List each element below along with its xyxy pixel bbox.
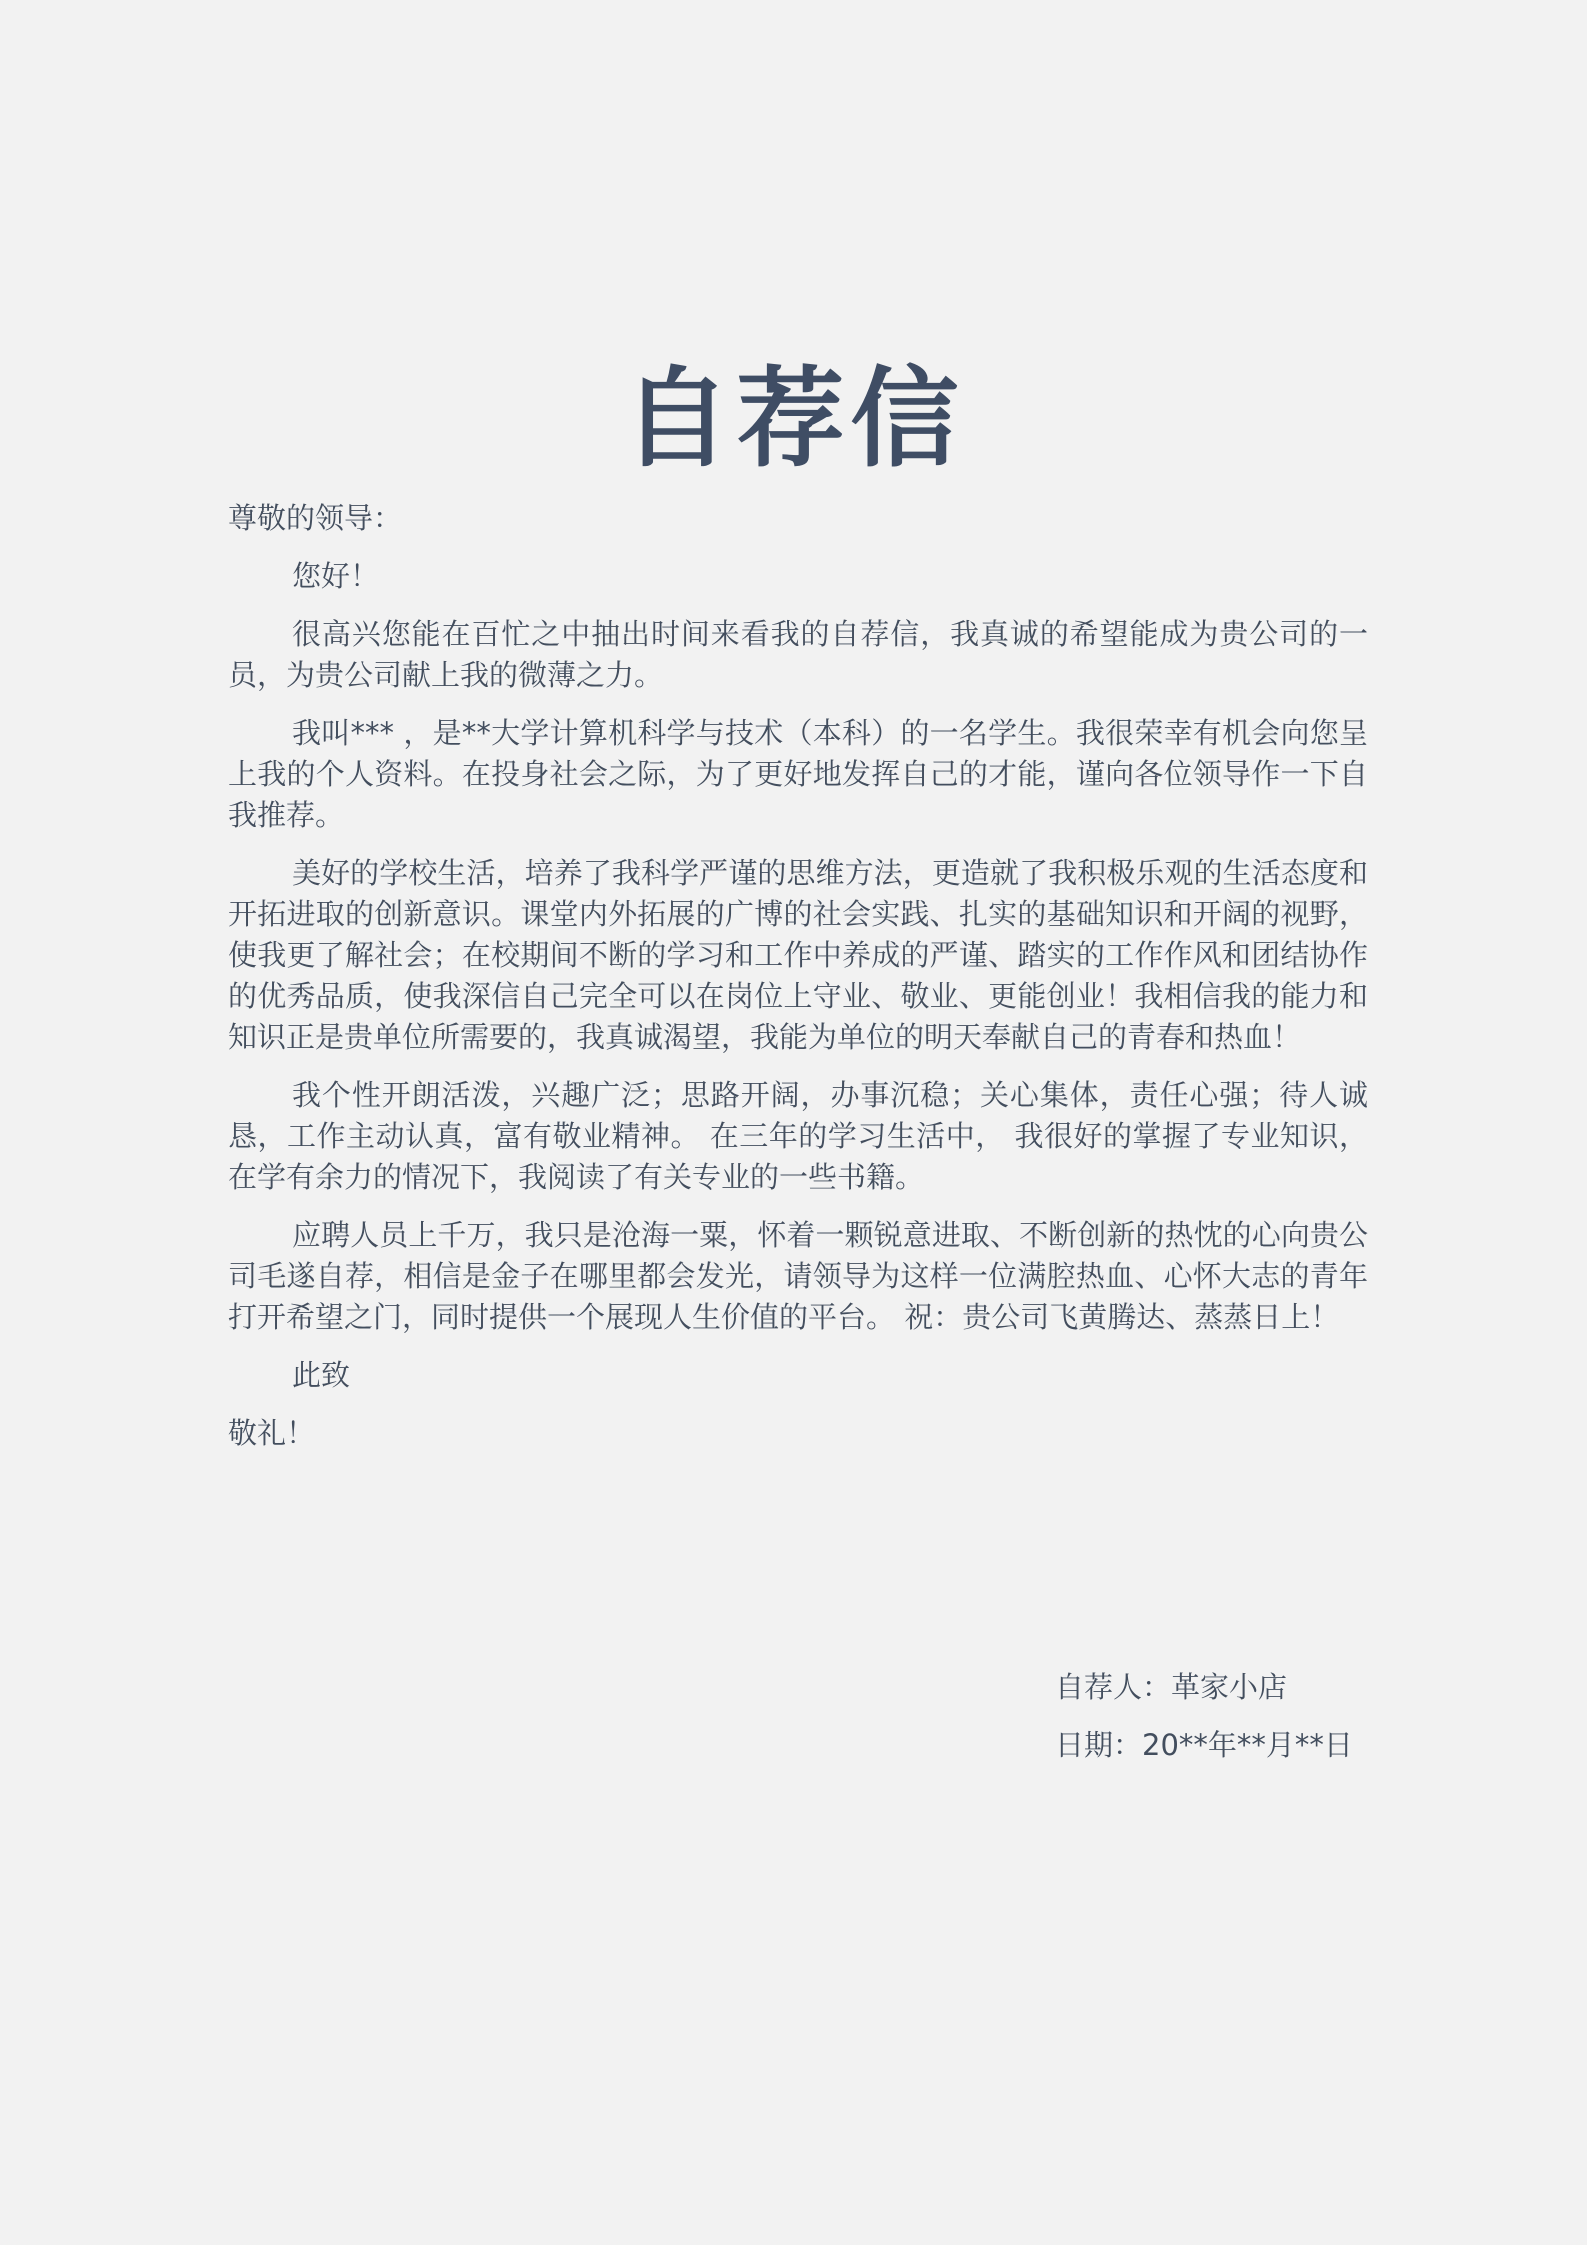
closing-jing-li: 敬礼！ <box>228 1416 316 1450</box>
paragraph-application: 应聘人员上千万，我只是沧海一粟，怀着一颗锐意进取、不断创新的热忱的心向贵公司毛遂自荐，相信是金子在哪里都会发光，请领导为这样一位满腔热血、心怀大志的青年打开希望之门，同时提供一个展现人生价值的平台。 祝：贵公司飞黄腾达、蒸蒸日上！ <box>228 1218 1368 1334</box>
signature-name: 自荐人：革家小店 <box>1055 1670 1288 1704</box>
signature-block <box>1055 1667 1353 1783</box>
page-title: 自荐信 <box>622 357 965 482</box>
letter-body <box>228 498 1368 1471</box>
paragraph-intro: 很高兴您能在百忙之中抽出时间来看我的自荐信，我真诚的希望能成为贵公司的一员，为贵公司献上我的微薄之力。 <box>228 617 1368 692</box>
greeting: 您好！ <box>292 559 380 593</box>
signature-date: 日期：20**年**月**日 <box>1055 1728 1353 1762</box>
paragraph-school-life: 美好的学校生活，培养了我科学严谨的思维方法，更造就了我积极乐观的生活态度和开拓进取的创新意识。课堂内外拓展的广博的社会实践、扎实的基础知识和开阔的视野，使我更了解社会；在校期间不断的学习和工作中养成的严谨、踏实的工作作风和团结协作的优秀品质，使我深信自己完全可以在岗位上守业、敬业、更能创业！我相信我的能力和知识正是贵单位所需要的，我真诚渴望，我能为单位的明天奉献自己的青春和热血！ <box>228 856 1368 1054</box>
closing-ci-zhi: 此致 <box>292 1358 351 1392</box>
paragraph-personality: 我个性开朗活泼，兴趣广泛；思路开阔，办事沉稳；关心集体，责任心强；待人诚恳，工作主动认真，富有敬业精神。 在三年的学习生活中， 我很好的掌握了专业知识，在学有余力的情况下，我阅读了有关专业的一些书籍。 <box>228 1078 1368 1194</box>
paragraph-self-introduction: 我叫*** ，是**大学计算机科学与技术（本科）的一名学生。我很荣幸有机会向您呈上我的个人资料。在投身社会之际，为了更好地发挥自己的才能，谨向各位领导作一下自我推荐。 <box>228 716 1368 832</box>
salutation: 尊敬的领导： <box>228 501 403 535</box>
